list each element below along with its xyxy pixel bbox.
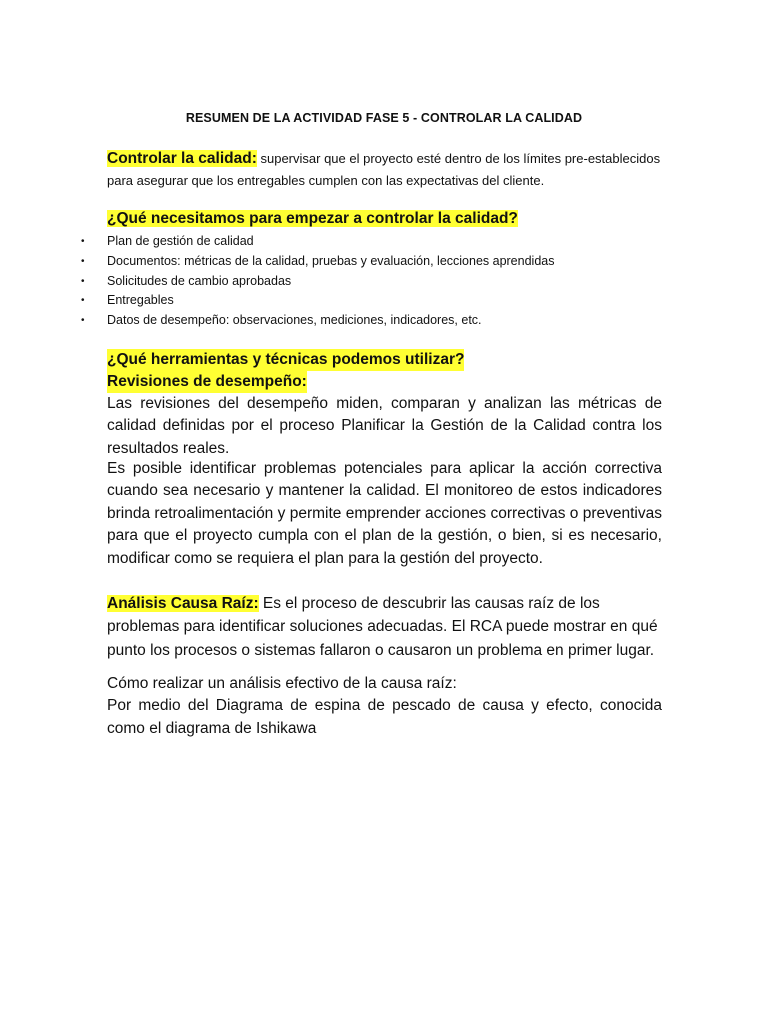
- list-item-text: Plan de gestión de calidad: [107, 234, 254, 248]
- list-item: [81, 311, 554, 331]
- howto-paragraph: [107, 673, 662, 740]
- list-item-text: Datos de desempeño: observaciones, mediciones, indicadores, etc.: [107, 313, 482, 328]
- definition-paragraph: [107, 148, 667, 192]
- rca-paragraph: [107, 592, 662, 662]
- inputs-heading: [107, 208, 518, 230]
- tools-heading: ¿Qué herramientas y técnicas podemos utilizar?: [107, 349, 464, 371]
- list-item-text: Solicitudes de cambio aprobadas: [107, 273, 292, 288]
- list-item: [81, 252, 554, 272]
- list-item: [81, 232, 554, 252]
- bullet-icon: •: [81, 236, 85, 247]
- bullet-icon: •: [81, 255, 85, 267]
- rca-text: Es el proceso de descubrir las causas raíz de los problemas para identificar soluciones adecuadas. El RCA puede mostrar en qué punto los procesos o sistemas fallaron o causaron un problema en primer lugar.: [107, 595, 658, 659]
- list-item-text: Entregables: [107, 293, 174, 308]
- bullet-icon: •: [81, 315, 85, 327]
- reviews-paragraph-1: Las revisiones del desempeño miden, comparan y analizan las métricas de calidad definidas por el proceso Planificar la Gestión de la Calidad contra los resultados reales.: [107, 395, 662, 457]
- list-item-text: Documentos: métricas de la calidad, pruebas y evaluación, lecciones aprendidas: [107, 253, 555, 268]
- definition-text: supervisar que el proyecto esté dentro de los límites pre-establecidos para asegurar que los entregables cumplen con las expectativas del cliente.: [107, 151, 661, 188]
- tools-section-headings: [107, 349, 464, 393]
- howto-text: Por medio del Diagrama de espina de pescado de causa y efecto, conocida como el diagrama de Ishikawa: [107, 697, 662, 737]
- inputs-heading-text: ¿Qué necesitamos para empezar a controlar la calidad?: [107, 210, 518, 227]
- definition-term: Controlar la calidad:: [107, 150, 257, 167]
- document-title: RESUMEN DE LA ACTIVIDAD FASE 5 - CONTROLAR LA CALIDAD: [185, 111, 583, 125]
- rca-term: Análisis Causa Raíz:: [107, 595, 259, 612]
- bullet-icon: •: [81, 275, 85, 287]
- reviews-heading: Revisiones de desempeño:: [107, 371, 307, 393]
- bullet-icon: •: [81, 295, 85, 307]
- howto-line: Cómo realizar un análisis efectivo de la causa raíz:: [107, 675, 457, 692]
- list-item: [81, 272, 554, 292]
- inputs-list: [81, 232, 554, 331]
- reviews-paragraph-2: Es posible identificar problemas potenciales para aplicar la acción correctiva cuando sea necesario y mantener la calidad. El monitoreo de estos indicadores brinda retroalimentación y permite emprender acciones correctivas o preventivas para que el proyecto cumpla con el plan de la gestión, o bien, si es necesario, modificar como se requiera el plan para la gestión del proyecto.: [107, 460, 662, 567]
- list-item: [81, 291, 554, 311]
